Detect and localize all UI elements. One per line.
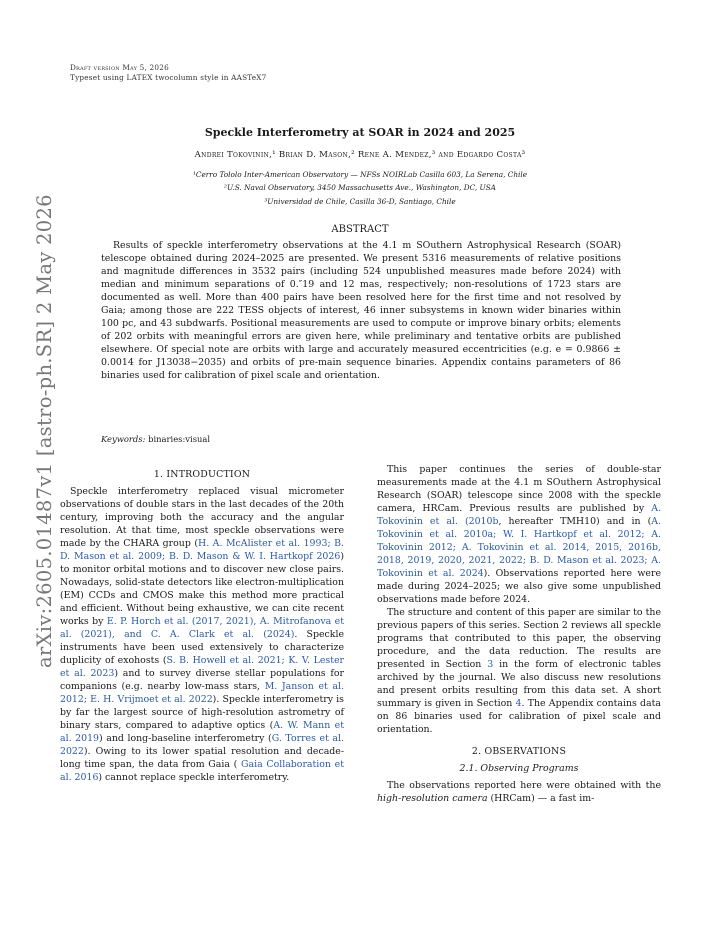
- citation-link[interactable]: E. P. Horch et al. (2017, 2021), A. Mitrofanova et al. (2021), and C. A. Clark et al. (2024): [60, 616, 344, 640]
- paper-title: Speckle Interferometry at SOAR in 2024 and 2025: [204, 126, 516, 139]
- citation-link[interactable]: G. Torres et al. 2022: [60, 733, 344, 757]
- section-heading-introduction: 1. INTRODUCTION: [153, 469, 251, 480]
- section-link[interactable]: 3: [487, 659, 494, 670]
- observations-paragraph-1: The observations reported here were obtained with the high-resolution camera (HRCam) — a fast im-: [377, 780, 661, 804]
- author-list: Andrei Tokovinin,¹ Brian D. Mason,² Rene A. Mendez,³ and Edgardo Costa³: [194, 150, 526, 160]
- abstract-heading: ABSTRACT: [331, 224, 389, 235]
- citation-link[interactable]: A. Tokovinin et al. 2010a; W. I. Hartkopf et al. 2012; A. Tokovinin 2012; A. Tokovinin et al. 2014, 2015, 2016b, 2018, 2019, 2020, 2021, 2022; B. D. Mason et al. 2023; A. Tokovinin et al. 2024: [377, 516, 661, 579]
- citation-link[interactable]: M. Janson et al. 2012; E. H. Vrijmoet et al. 2022: [60, 681, 344, 705]
- keywords-value: binaries:visual: [148, 434, 211, 444]
- citation-link[interactable]: Gaia Collaboration et al. 2016: [60, 759, 344, 783]
- keywords-label: Keywords:: [101, 434, 146, 444]
- section-link[interactable]: 4: [515, 698, 522, 709]
- keywords: [101, 434, 210, 444]
- intro-paragraph-2: This paper continues the series of double-star measurements made at the 4.1 m SOuthern Astrophysical Research (SOAR) telescope since 2008 with the speckle camera, HRCam. Previous results are published by A. Tokovinin et al. (2010b, hereafter TMH10) and in (A. Tokovinin et al. 2010a; W. I. Hartkopf et al. 2012; A. Tokovinin 2012; A. Tokovinin et al. 2014, 2015, 2016b, 2018, 2019, 2020, 2021, 2022; B. D. Mason et al. 2023; A. Tokovinin et al. 2024). Observations reported here were made during 2024–2025; we also give some unpublished observations made before 2024.: [377, 464, 662, 605]
- intro-paragraph-3: The structure and content of this paper are similar to the previous papers of this series. Section 2 reviews all speckle programs that contributed to this paper, the observing procedure, and the data reduction. The results are presented in Section 3 in the form of electronic tables archived by the journal. We also discuss new resolutions and present orbits resulting from this data set. A short summary is given in Section 4. The Appendix contains data on 86 binaries used for calibration of pixel scale and orientation.: [377, 607, 661, 735]
- subsection-heading-observing-programs: 2.1. Observing Programs: [459, 763, 579, 774]
- citation-link[interactable]: A. Tokovinin et al. (2010b: [377, 503, 661, 527]
- affiliation-3: ³Universidad de Chile, Casilla 36-D, Santiago, Chile: [264, 197, 456, 206]
- citation-link[interactable]: S. B. Howell et al. 2021; K. V. Lester et al. 2023: [60, 655, 344, 679]
- typeset-line: Typeset using LATEX twocolumn style in AASTeX7: [70, 73, 267, 82]
- right-column: [377, 463, 661, 805]
- abstract-text: Results of speckle interferometry observations at the 4.1 m SOuthern Astrophysical Research (SOAR) telescope obtained during 2024–2025 are presented. We present 5316 measurements of relative positions and magnitude differences in 3532 pairs (including 524 unpublished measures made before 2024) with median and minimum separations of 0.″19 and 12 mas, respectively; non-resolutions of 1723 stars are documented as well. More than 400 pairs have been resolved here for the first time and not resolved by Gaia; among those are 222 TESS objects of interest, 46 inner subsystems in known wider binaries within 100 pc, and 43 subdwarfs. Positional measurements are used to compute or improve binary orbits; elements of 202 orbits with meaningful errors are given here, while preliminary and tentative orbits are published elsewhere. Of special note are orbits with large and accurately measured eccentricities (e.g. e = 0.9866 ± 0.0014 for J13038−2035) and orbits of pre-main sequence binaries. Appendix contains parameters of 86 binaries used for calibration of pixel scale and orientation.: [101, 240, 621, 381]
- arxiv-stamp: arXiv:2605.01487v1 [astro-ph.SR] 2 May 2026: [33, 194, 56, 668]
- draft-version-line: Draft version May 5, 2026: [70, 63, 169, 72]
- intro-paragraph-1: Speckle interferometry replaced visual micrometer observations of double stars in the last decades of the 20th century, improving both the accuracy and the angular resolution. At that time, most speckle observations were made by the CHARA group (H. A. McAlister et al. 1993; B. D. Mason et al. 2009; B. D. Mason & W. I. Hartkopf 2026) to monitor orbital motions and to discover new close pairs. Nowadays, solid-state detectors like electron-multiplication (EM) CCDs and CMOS make this method more practical and efficient. Without being exhaustive, we can cite recent works by E. P. Horch et al. (2017, 2021), A. Mitrofanova et al. (2021), and C. A. Clark et al. (2024). Speckle instruments have been used extensively to characterize duplicity of exohosts (S. B. Howell et al. 2021; K. V. Lester et al. 2023) and to survey diverse stellar populations for companions (e.g. nearby low-mass stars, M. Janson et al. 2012; E. H. Vrijmoet et al. 2022). Speckle interferometry is by far the largest source of high-resolution astrometry of binary stars, compared to adaptive optics (A. W. Mann et al. 2019) and long-baseline interferometry (G. Torres et al. 2022). Owing to its lower spatial resolution and decade-long time span, the data from Gaia ( Gaia Collaboration et al. 2016) cannot replace speckle interferometry.: [60, 486, 345, 783]
- section-heading-observations: 2. OBSERVATIONS: [471, 746, 567, 757]
- affiliation-1: ¹Cerro Tololo Inter-American Observatory — NFSs NOIRLab Casilla 603, La Serena, Chile: [192, 170, 528, 179]
- citation-link[interactable]: H. A. McAlister et al. 1993; B. D. Mason et al. 2009; B. D. Mason & W. I. Hartkopf 2026: [60, 538, 344, 562]
- affiliation-2: ²U.S. Naval Observatory, 3450 Massachusetts Ave., Washington, DC, USA: [224, 183, 496, 192]
- left-column: [60, 468, 344, 784]
- citation-link[interactable]: A. W. Mann et al. 2019: [60, 720, 345, 744]
